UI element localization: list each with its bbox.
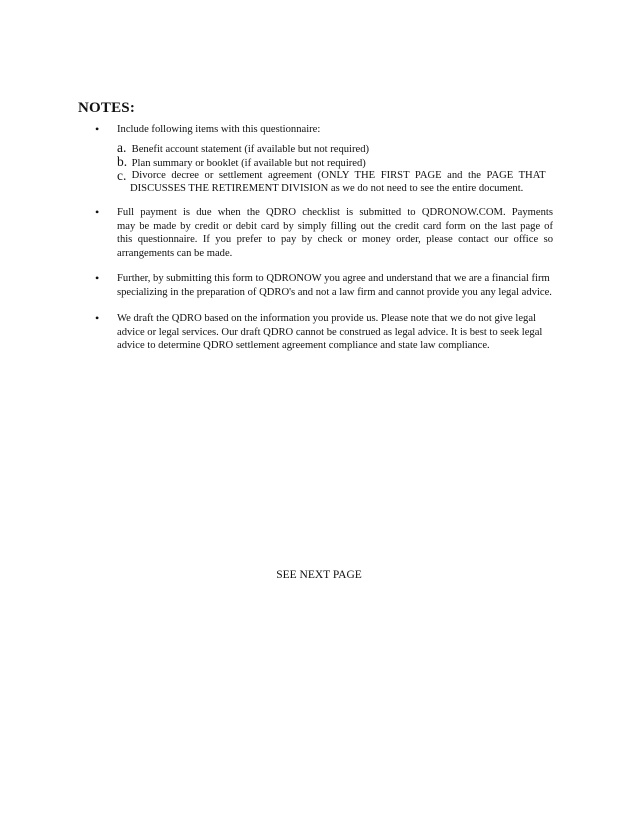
bullet-icon: • bbox=[95, 271, 100, 285]
bullet-text bbox=[117, 272, 553, 299]
bullet-line: Further, by submitting this form to QDRONOW you agree and understand that we are a financial firm bbox=[117, 273, 550, 284]
sub-item-text: Divorce decree or settlement agreement (ONLY THE FIRST PAGE and the PAGE THAT bbox=[131, 169, 546, 181]
sub-item bbox=[117, 155, 557, 169]
sub-item-text: Plan summary or booklet (if available but not required) bbox=[131, 157, 366, 169]
sub-item-text: Benefit account statement (if available but not required) bbox=[131, 144, 370, 155]
sub-item bbox=[117, 169, 557, 183]
bullet-line: specializing in the preparation of QDRO's and not a law firm and cannot provide you any legal advice. bbox=[117, 286, 552, 298]
sub-item bbox=[117, 141, 557, 155]
bullet-line: advice or legal services. Our draft QDRO cannot be construed as legal advice. It is best to seek legal bbox=[117, 326, 543, 338]
bullet-text bbox=[117, 123, 553, 137]
bullet-icon: • bbox=[95, 122, 100, 136]
bullet-text bbox=[117, 206, 553, 260]
bullet-icon: • bbox=[95, 311, 100, 325]
bullet-line: may be made by credit or debit card by simply filling out the credit card form on the last page of bbox=[117, 220, 553, 232]
sub-item-letter: a. bbox=[117, 140, 127, 155]
bullet-line: Full payment is due when the QDRO checklist is submitted to QDRONOW.COM. Payments bbox=[117, 207, 553, 218]
bullet-line: this questionnaire. If you prefer to pay by check or money order, please contact our office so bbox=[117, 234, 553, 246]
bullet-line: arrangements can be made. bbox=[117, 247, 233, 259]
sub-item-list bbox=[117, 141, 557, 196]
bullet-line: We draft the QDRO based on the information you provide us. Please note that we do not give legal bbox=[117, 313, 536, 324]
sub-item-letter: c. bbox=[117, 167, 127, 183]
bullet-text bbox=[117, 312, 553, 353]
bullet-icon: • bbox=[95, 205, 100, 219]
sub-item-letter: b. bbox=[117, 153, 128, 169]
sub-item-continuation: DISCUSSES THE RETIREMENT DIVISION as we do not need to see the entire document. bbox=[130, 183, 524, 195]
notes-heading: NOTES: bbox=[78, 100, 136, 116]
see-next-page-note: SEE NEXT PAGE bbox=[276, 569, 362, 581]
bullet-line: advice to determine QDRO settlement agreement compliance and state law compliance. bbox=[117, 340, 490, 352]
bullet-line: Include following items with this questionnaire: bbox=[117, 124, 321, 135]
